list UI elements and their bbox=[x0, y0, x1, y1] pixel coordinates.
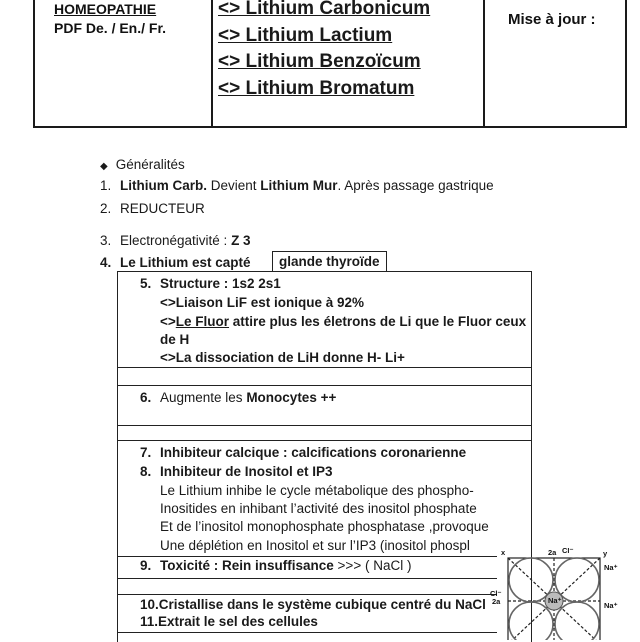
label-y: y bbox=[603, 549, 608, 558]
structure-line-2: <>Le Fluor attire plus les életrons de Li que le Fluor ceux bbox=[160, 314, 527, 329]
label-na-right-top: Na⁺ bbox=[604, 563, 618, 572]
row-divider-8 bbox=[117, 632, 497, 633]
row-divider-1 bbox=[117, 367, 532, 368]
item8-line-1: Le Lithium inhibe le cycle métabolique des phospho- bbox=[160, 483, 474, 498]
label-x: x bbox=[501, 548, 506, 557]
item8-line-3: Et de l’inositol monophosphate phosphatase ,provoque bbox=[160, 519, 489, 534]
label-2a-left: 2a bbox=[492, 597, 501, 606]
bullet-generalites: ◆ Généralités bbox=[100, 157, 185, 172]
list-item-8: 8. Inhibiteur de Inositol et IP3 bbox=[140, 464, 333, 479]
title-lithium-bromatum: <> Lithium Bromatum bbox=[218, 77, 415, 99]
row-divider-3 bbox=[117, 425, 532, 426]
header-border-right bbox=[625, 0, 627, 127]
label-cl-top: Cl⁻ bbox=[562, 548, 574, 555]
homeopathie-label: HOMEOPATHIE bbox=[54, 1, 157, 17]
thyroid-box: glande thyroïde bbox=[272, 251, 387, 272]
title-lithium-lactium: <> Lithium Lactium bbox=[218, 24, 393, 46]
row-divider-2 bbox=[117, 385, 532, 386]
label-na-right: Na⁺ bbox=[604, 601, 618, 610]
header-titles bbox=[218, 0, 430, 102]
list-item-7: 7. Inhibiteur calcique : calcifications coronarienne bbox=[140, 445, 467, 460]
item8-line-2: Inositides en inhibant l’activité des inositol phosphate bbox=[160, 501, 477, 516]
header-left bbox=[54, 0, 166, 38]
title-lithium-benzoicum: <> Lithium Benzoïcum bbox=[218, 51, 421, 72]
list-item-1: 1. Lithium Carb. Devient Lithium Mur. Après passage gastrique bbox=[100, 178, 494, 193]
list-item-4: 4. Le Lithium est capté bbox=[100, 255, 251, 270]
list-item-2: 2. REDUCTEUR bbox=[100, 201, 205, 216]
structure-title: 5. Structure : 1s2 2s1 bbox=[140, 276, 281, 291]
update-label: Mise à jour : bbox=[508, 11, 596, 28]
item8-line-4: Une déplétion en Inositol et sur l’IP3 (inositol phospl bbox=[160, 538, 470, 553]
label-na-center: Na⁺ bbox=[548, 596, 562, 605]
nacl-crystal-diagram bbox=[490, 548, 640, 640]
cl-sphere-4 bbox=[555, 602, 599, 640]
pdf-languages-label: PDF De. / En./ Fr. bbox=[54, 20, 167, 36]
list-item-11: 11.Extrait le sel des cellules bbox=[140, 614, 318, 629]
list-item-10: 10.Cristallise dans le système cubique centré du NaCl bbox=[140, 597, 486, 612]
list-item-3: 3. Electronégativité : Z 3 bbox=[100, 233, 251, 248]
header-border-bottom bbox=[33, 126, 627, 128]
row-divider-4 bbox=[117, 440, 532, 441]
structure-line-4: <>La dissociation de LiH donne H- Li+ bbox=[160, 350, 405, 365]
label-cl-left: Cl⁻ bbox=[490, 589, 502, 598]
list-item-9: 9. Toxicité : Rein insuffisance >>> ( NaCl ) bbox=[140, 558, 412, 573]
list-item-6: 6. Augmente les Monocytes ++ bbox=[140, 390, 337, 405]
title-lithium-carbonicum: <> Lithium Carbonicum bbox=[218, 0, 431, 19]
row-divider-5 bbox=[117, 556, 497, 557]
structure-line-3: de H bbox=[160, 332, 190, 347]
cl-sphere-3 bbox=[509, 602, 553, 640]
row-divider-7 bbox=[117, 594, 497, 595]
row-divider-6 bbox=[117, 578, 497, 579]
label-2a-top: 2a bbox=[548, 548, 557, 557]
header-border-mid1 bbox=[211, 0, 213, 127]
diamond-bullet-icon: ◆ bbox=[100, 161, 108, 172]
header-border-left bbox=[33, 0, 35, 127]
structure-line-1: <>Liaison LiF est ionique à 92% bbox=[160, 295, 365, 310]
header-border-mid2 bbox=[483, 0, 485, 127]
